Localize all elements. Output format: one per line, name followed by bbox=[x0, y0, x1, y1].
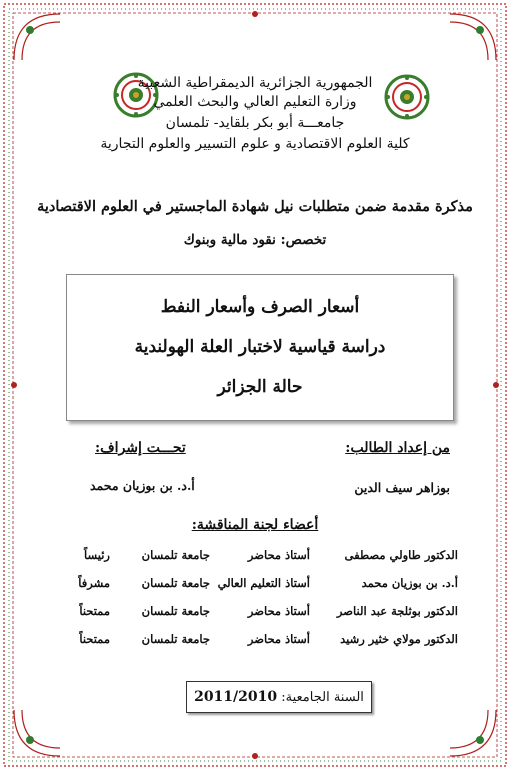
member-role: ممتحناً bbox=[79, 632, 110, 646]
member-institution: جامعة تلمسان bbox=[141, 576, 210, 590]
republic-name: الجمهورية الجزائرية الديمقراطية الشعبية bbox=[137, 75, 373, 91]
supervisor-name: أ.د. بن بوزيان محمد bbox=[90, 478, 195, 493]
supervision-label: تحـــت إشراف: bbox=[95, 440, 186, 456]
member-institution: جامعة تلمسان bbox=[141, 604, 210, 618]
academic-year-label: السنة الجامعية: bbox=[281, 690, 364, 705]
memo-purpose: مذكرة مقدمة ضمن متطلبات نيل شهادة الماجستير في العلوم الاقتصادية bbox=[37, 198, 473, 215]
ministry-name: وزارة التعليم العالي والبحث العلمي bbox=[153, 94, 357, 110]
faculty-name: كلية العلوم الاقتصادية و علوم التسيير والعلوم التجارية bbox=[100, 136, 410, 152]
member-name: الدكتور مولاي خثير رشيد bbox=[340, 632, 458, 646]
specialty: تخصص: نقود مالية وبنوك bbox=[183, 232, 327, 248]
academic-year-box bbox=[186, 681, 372, 713]
member-role: مشرفاً bbox=[78, 576, 110, 590]
member-rank: أستاذ محاضر bbox=[247, 604, 310, 618]
member-rank: أستاذ محاضر bbox=[247, 548, 310, 562]
committee-label: أعضاء لجنة المناقشة: bbox=[191, 517, 319, 533]
student-name: بوزاهر سيف الدين bbox=[354, 480, 450, 495]
member-name: الدكتور طاولي مصطفى bbox=[344, 548, 458, 562]
member-role: رئيساً bbox=[84, 548, 110, 562]
academic-year-value: 2011/2010 bbox=[194, 689, 278, 705]
member-name: الدكتور بوثلجة عبد الناصر bbox=[336, 604, 458, 618]
title-line-2: دراسة قياسية لاختبار العلة الهولندية bbox=[134, 337, 386, 357]
title-line-3: حالة الجزائر bbox=[217, 377, 303, 397]
member-rank: أستاذ محاضر bbox=[247, 632, 310, 646]
member-name: أ.د. بن بوزيان محمد bbox=[361, 576, 458, 590]
prepared-by-label: من إعداد الطالب: bbox=[345, 440, 450, 456]
university-name: جامعـــة أبو بكر بلقايد- تلمسان bbox=[165, 115, 345, 131]
member-rank: أستاذ التعليم العالي bbox=[217, 576, 310, 590]
title-line-1: أسعار الصرف وأسعار النفط bbox=[160, 297, 360, 317]
member-role: ممتحناً bbox=[79, 604, 110, 618]
member-institution: جامعة تلمسان bbox=[141, 632, 210, 646]
title-box bbox=[66, 274, 454, 421]
member-institution: جامعة تلمسان bbox=[141, 548, 210, 562]
